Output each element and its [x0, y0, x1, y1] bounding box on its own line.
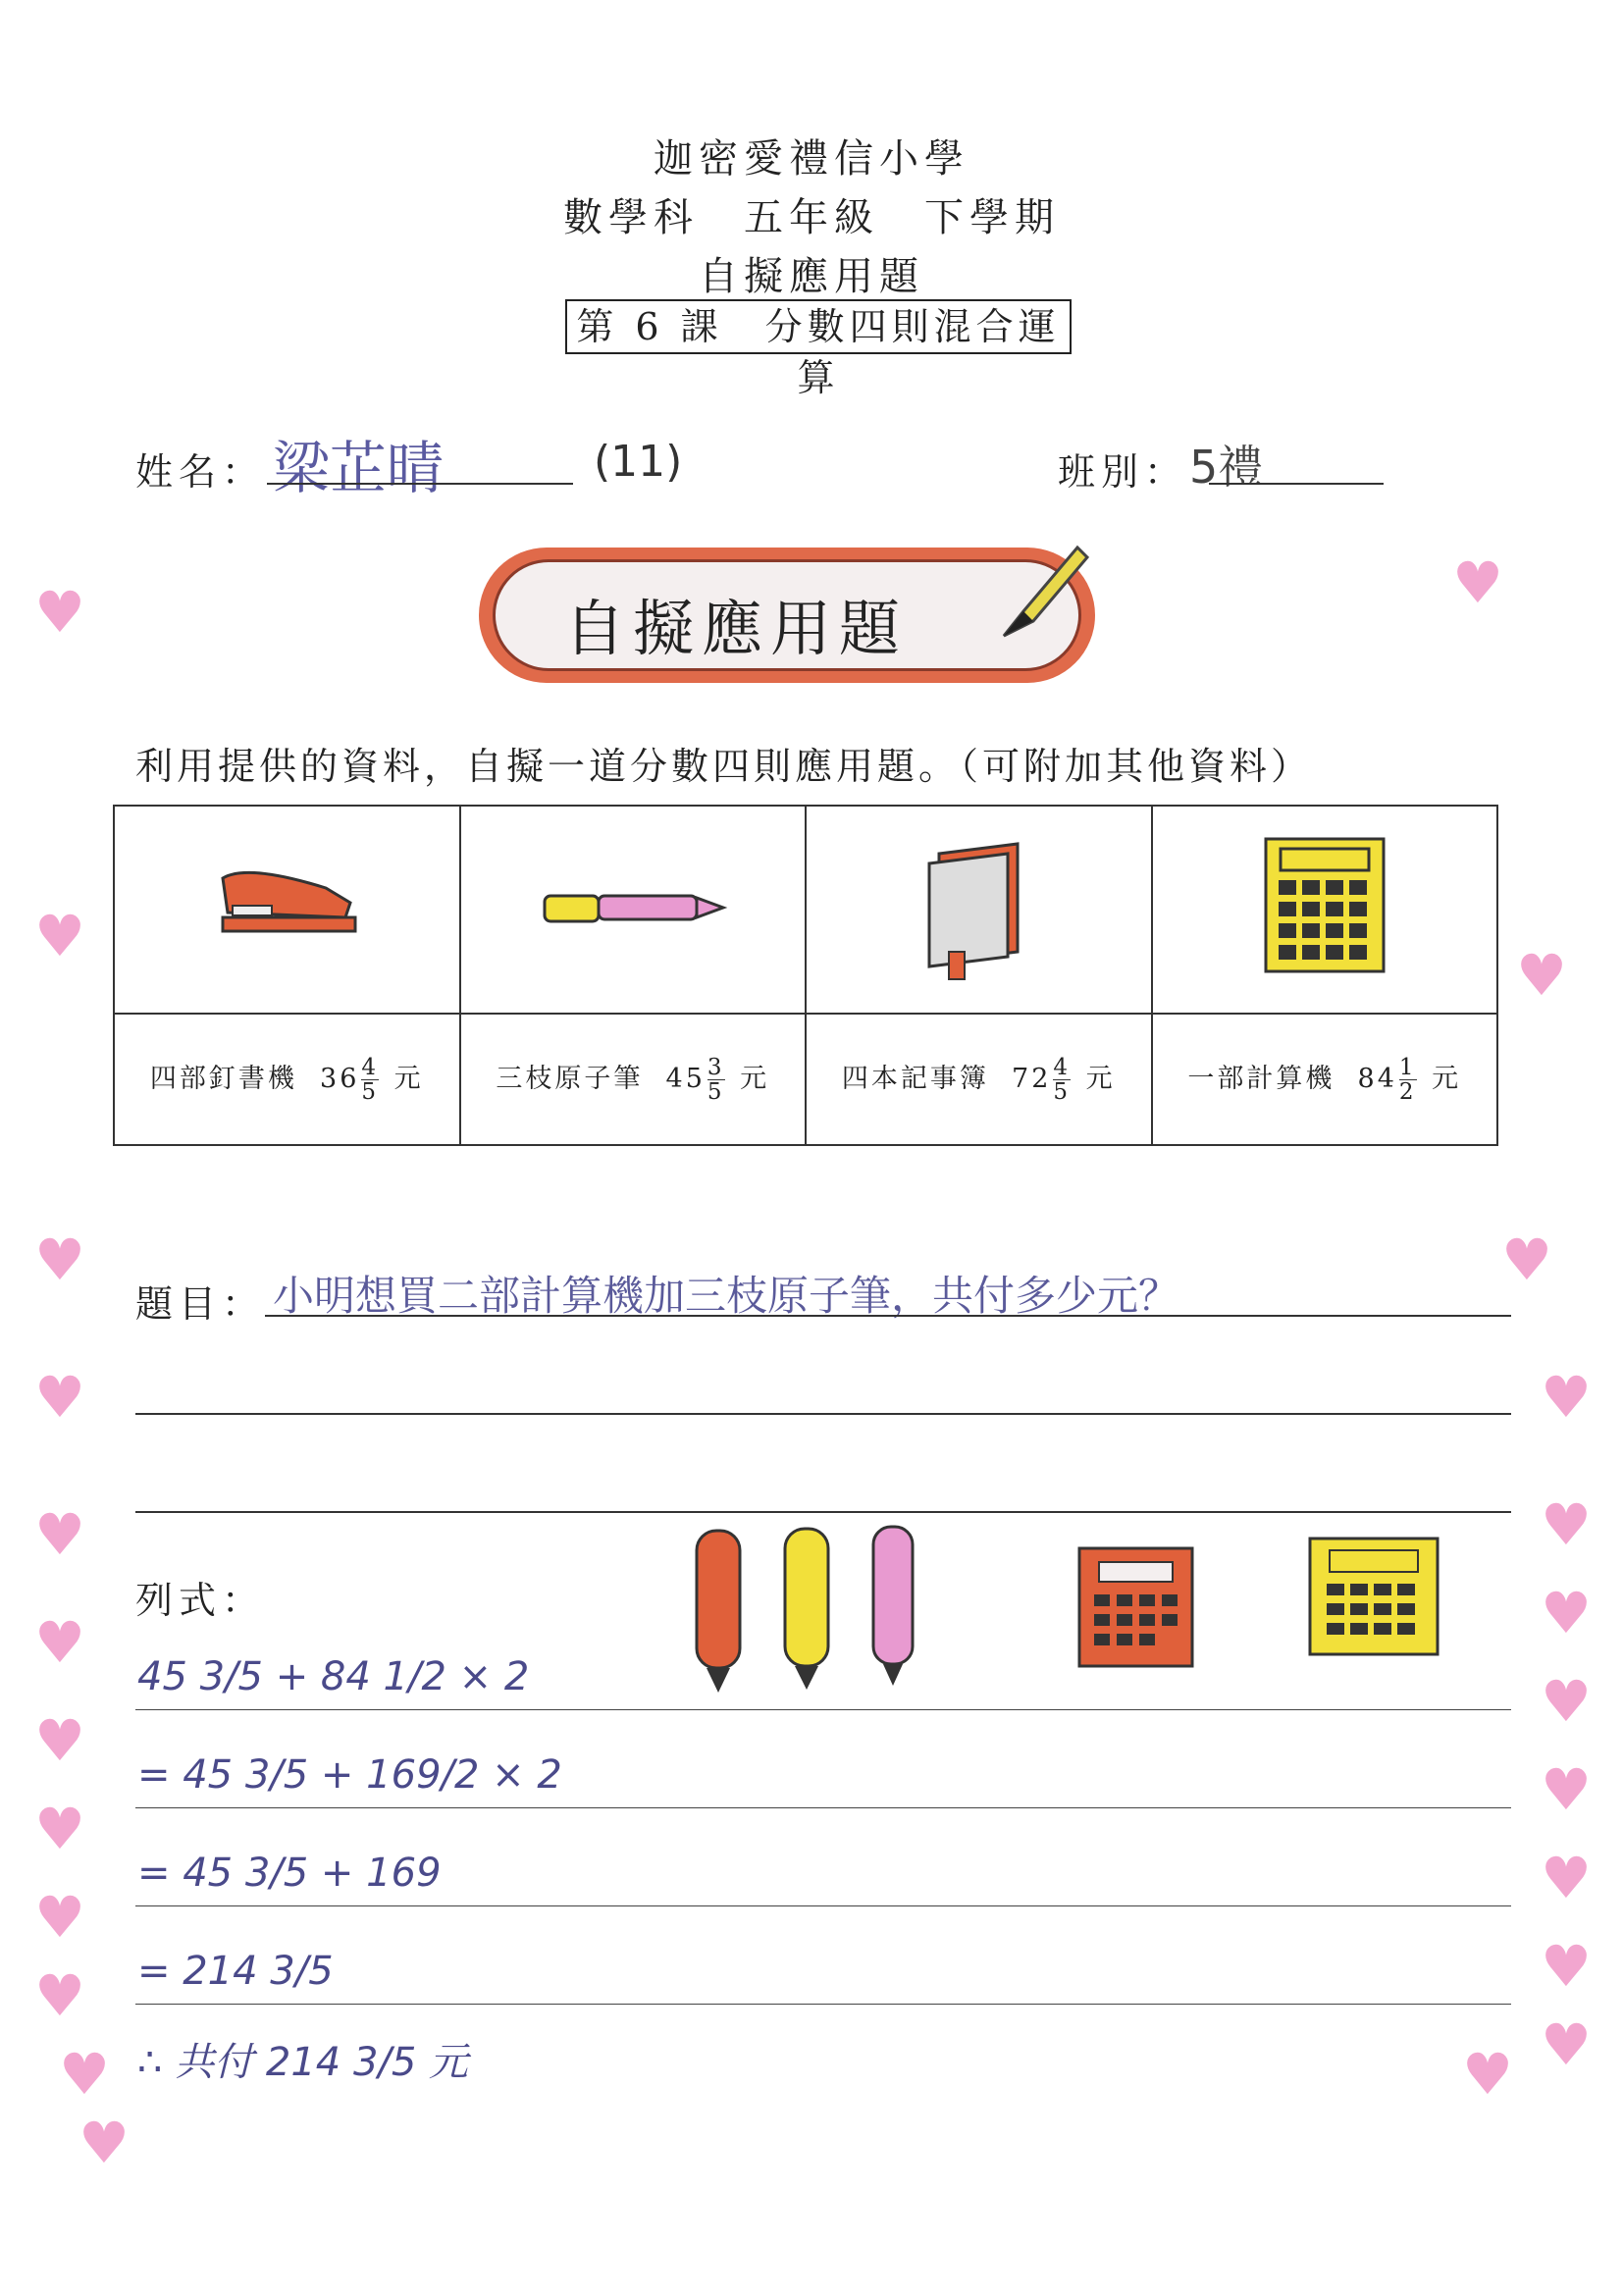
- heart-icon: ♥: [1452, 549, 1503, 616]
- working-line-3: [135, 1905, 1511, 1906]
- heart-icon: ♥: [1541, 1668, 1592, 1735]
- stationery-drawing: [677, 1521, 1462, 1707]
- pen-price: 三枝原子筆 45 $\frac{3}{5}$ 元: [460, 1014, 807, 1145]
- heart-icon: ♥: [1541, 1364, 1592, 1431]
- banner-frame: [479, 548, 1095, 683]
- yellow-pen-icon: [785, 1529, 828, 1690]
- working-line-2: [135, 1807, 1511, 1808]
- working-step-2: = 45 3/5 + 169/2 × 2: [137, 1752, 562, 1798]
- notebook-cell: [806, 806, 1152, 1014]
- class-value: 5禮: [1189, 441, 1264, 494]
- calculator-price: 一部計算機 84 $\frac{1}{2}$ 元: [1152, 1014, 1498, 1145]
- heart-icon: ♥: [1541, 1845, 1592, 1911]
- heart-icon: ♥: [1541, 1933, 1592, 2000]
- pink-pen-icon: [873, 1527, 913, 1686]
- stapler-icon: [208, 859, 365, 957]
- items-table: [113, 805, 1498, 1146]
- heart-icon: ♥: [34, 1962, 85, 2029]
- lesson-title: 第 6 課 分數四則混合運算: [565, 299, 1072, 354]
- yellow-calculator-icon: [1310, 1539, 1438, 1654]
- question-text: 小明想買二部計算機加三枝原子筆，共付多少元？: [273, 1272, 1180, 1320]
- calculator-cell: [1152, 806, 1498, 1014]
- working-label: 列式：: [135, 1579, 266, 1622]
- question-line-2: [135, 1413, 1511, 1415]
- heart-icon: ♥: [34, 579, 85, 646]
- notebook-price: 四本記事簿 72 $\frac{4}{5}$ 元: [806, 1014, 1152, 1145]
- worksheet-type: 自擬應用題: [699, 254, 924, 299]
- orange-pen-icon: [697, 1531, 740, 1693]
- name-label: 姓名：: [135, 450, 266, 494]
- instruction-text: 利用提供的資料，自擬一道分數四則應用題。（可附加其他資料）: [135, 745, 1313, 788]
- heart-icon: ♥: [1541, 1491, 1592, 1558]
- pen-cell: [460, 806, 807, 1014]
- heart-icon: ♥: [1462, 2041, 1513, 2108]
- class-label: 班別：: [1058, 450, 1188, 494]
- heart-icon: ♥: [34, 1796, 85, 1862]
- stapler-cell: [114, 806, 460, 1014]
- name-underline: [267, 483, 573, 485]
- class-underline: [1209, 483, 1384, 485]
- working-step-1: 45 3/5 + 84 1/2 × 2: [137, 1654, 530, 1699]
- heart-icon: ♥: [59, 2041, 110, 2108]
- stapler-price: 四部釘書機 36 $\frac{4}{5}$ 元: [114, 1014, 460, 1145]
- name-value: 梁芷晴: [273, 435, 445, 501]
- heart-icon: ♥: [34, 1707, 85, 1774]
- heart-icon: ♥: [34, 1226, 85, 1293]
- working-line-1: [135, 1709, 1511, 1710]
- working-step-5: ∴ 共付 214 3/5 元: [137, 2040, 469, 2085]
- banner-title: 自擬應用題: [564, 593, 909, 664]
- pencil-icon: [984, 528, 1092, 655]
- working-line-4: [135, 2004, 1511, 2005]
- school-name: 迦密愛禮信小學: [654, 136, 969, 182]
- heart-icon: ♥: [1541, 2011, 1592, 2078]
- notebook-icon: [910, 834, 1047, 981]
- class-number: (11): [594, 437, 683, 487]
- pen-icon: [535, 878, 731, 937]
- heart-icon: ♥: [1541, 1580, 1592, 1646]
- question-label: 題目：: [135, 1282, 266, 1326]
- working-step-4: = 214 3/5: [137, 1949, 334, 1994]
- question-line-3: [135, 1511, 1511, 1513]
- working-step-3: = 45 3/5 + 169: [137, 1851, 442, 1896]
- heart-icon: ♥: [34, 1609, 85, 1676]
- orange-calculator-icon: [1079, 1548, 1192, 1666]
- question-line-1: [265, 1315, 1511, 1317]
- heart-icon: ♥: [1501, 1226, 1552, 1293]
- heart-icon: ♥: [34, 1364, 85, 1431]
- heart-icon: ♥: [1541, 1756, 1592, 1823]
- heart-icon: ♥: [79, 2110, 130, 2176]
- calculator-icon: [1261, 834, 1388, 981]
- heart-icon: ♥: [34, 1884, 85, 1951]
- heart-icon: ♥: [1516, 942, 1567, 1009]
- heart-icon: ♥: [34, 1501, 85, 1568]
- heart-icon: ♥: [34, 903, 85, 969]
- subject-line: 數學科 五年級 下學期: [563, 195, 1060, 240]
